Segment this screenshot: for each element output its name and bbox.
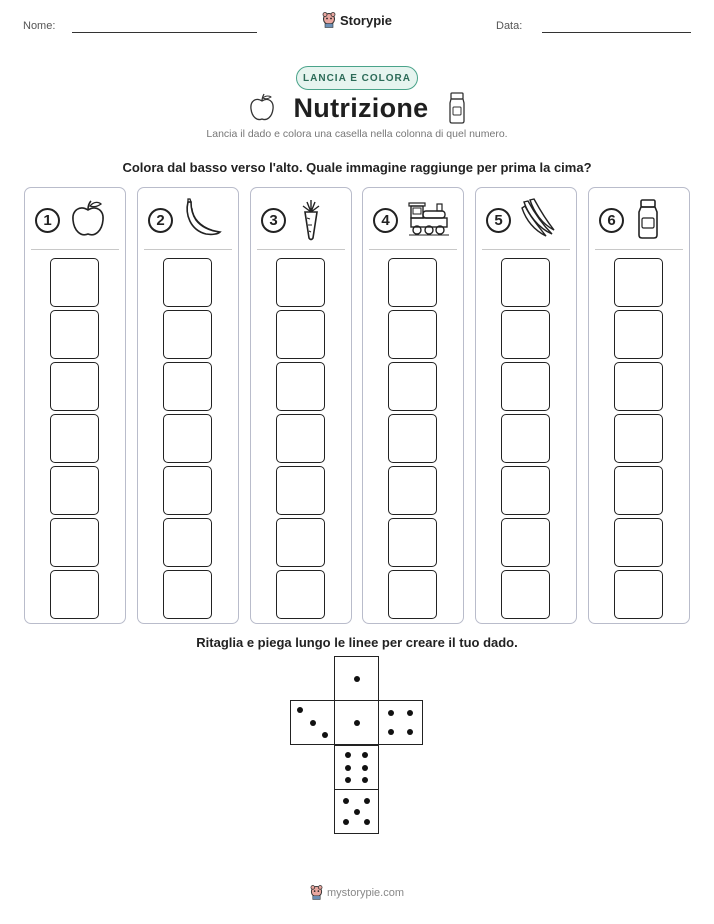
die-face-1 bbox=[334, 656, 379, 701]
column-number: 6 bbox=[599, 208, 624, 233]
column-header bbox=[25, 196, 125, 244]
footer-url: mystorypie.com bbox=[326, 886, 405, 899]
color-cell bbox=[50, 362, 99, 411]
column-6 bbox=[588, 187, 690, 624]
die-pip bbox=[362, 752, 368, 758]
color-cell bbox=[388, 362, 437, 411]
die-face-5 bbox=[334, 789, 379, 834]
date-label: Data: bbox=[496, 20, 523, 32]
color-cell bbox=[388, 414, 437, 463]
column-number: 5 bbox=[486, 208, 511, 233]
die-pip bbox=[354, 720, 360, 726]
die-pip bbox=[345, 765, 351, 771]
color-cell bbox=[614, 310, 663, 359]
die-pip bbox=[343, 819, 349, 825]
color-cell bbox=[501, 414, 550, 463]
column-number: 3 bbox=[261, 208, 286, 233]
die-face-3 bbox=[290, 700, 335, 745]
storypie-mascot-icon bbox=[322, 12, 336, 28]
green-beans-icon bbox=[520, 198, 556, 238]
column-1 bbox=[24, 187, 126, 624]
die-face-4 bbox=[378, 700, 423, 745]
column-header bbox=[251, 196, 351, 244]
color-cell bbox=[614, 258, 663, 307]
die-pip bbox=[343, 798, 349, 804]
jar-outline-icon bbox=[447, 92, 467, 124]
die-pip bbox=[354, 809, 360, 815]
die-pip bbox=[407, 710, 413, 716]
die-pip bbox=[364, 819, 370, 825]
color-cell bbox=[614, 570, 663, 619]
die-pip bbox=[345, 777, 351, 783]
die-pip bbox=[354, 676, 360, 682]
color-cell bbox=[501, 570, 550, 619]
carrot-icon bbox=[295, 198, 327, 242]
die-pip bbox=[388, 710, 394, 716]
color-cell bbox=[388, 310, 437, 359]
color-cell bbox=[50, 258, 99, 307]
column-number: 2 bbox=[148, 208, 173, 233]
column-header bbox=[589, 196, 689, 244]
color-cell bbox=[614, 362, 663, 411]
subtitle: Lancia il dado e colora una casella nella colonna di quel numero. bbox=[206, 128, 508, 140]
name-line bbox=[72, 32, 257, 33]
banana-icon bbox=[182, 198, 222, 240]
color-cell bbox=[163, 310, 212, 359]
instruction: Colora dal basso verso l'alto. Quale immagine raggiunge per prima la cima? bbox=[122, 160, 592, 175]
color-cell bbox=[501, 362, 550, 411]
color-cell bbox=[276, 362, 325, 411]
storypie-mascot-icon bbox=[310, 885, 323, 900]
color-cell bbox=[276, 310, 325, 359]
die-face-6 bbox=[334, 745, 379, 790]
color-cell bbox=[501, 258, 550, 307]
die-pip bbox=[362, 765, 368, 771]
color-cell bbox=[388, 466, 437, 515]
footer bbox=[0, 885, 714, 900]
column-header bbox=[363, 196, 463, 244]
color-cell bbox=[163, 518, 212, 567]
column-5 bbox=[475, 187, 577, 624]
column-header bbox=[476, 196, 576, 244]
color-cell bbox=[163, 258, 212, 307]
color-cell bbox=[50, 570, 99, 619]
color-cell bbox=[50, 310, 99, 359]
die-pip bbox=[407, 729, 413, 735]
color-cell bbox=[50, 414, 99, 463]
color-cell bbox=[50, 466, 99, 515]
color-cell bbox=[276, 518, 325, 567]
title-row bbox=[0, 90, 714, 126]
color-cell bbox=[163, 414, 212, 463]
color-cell bbox=[163, 570, 212, 619]
column-divider bbox=[257, 249, 345, 250]
die-pip bbox=[310, 720, 316, 726]
column-2 bbox=[137, 187, 239, 624]
color-cell bbox=[501, 466, 550, 515]
apple-icon bbox=[69, 198, 107, 240]
column-4 bbox=[362, 187, 464, 624]
color-cell bbox=[388, 258, 437, 307]
color-cell bbox=[614, 518, 663, 567]
apple-outline-icon bbox=[248, 93, 276, 123]
die-pip bbox=[322, 732, 328, 738]
die-pip bbox=[297, 707, 303, 713]
color-cell bbox=[276, 570, 325, 619]
column-divider bbox=[482, 249, 570, 250]
die-pip bbox=[362, 777, 368, 783]
jar-icon bbox=[633, 198, 663, 240]
color-cell bbox=[388, 518, 437, 567]
color-cell bbox=[163, 362, 212, 411]
color-cell bbox=[163, 466, 212, 515]
column-number: 1 bbox=[35, 208, 60, 233]
color-cell bbox=[501, 310, 550, 359]
name-label: Nome: bbox=[23, 20, 56, 32]
brand-logo bbox=[0, 12, 714, 28]
cut-instruction: Ritaglia e piega lungo le linee per creare il tuo dado. bbox=[196, 635, 518, 650]
color-cell bbox=[276, 414, 325, 463]
column-divider bbox=[369, 249, 457, 250]
date-line bbox=[542, 32, 691, 33]
color-cell bbox=[501, 518, 550, 567]
column-divider bbox=[144, 249, 232, 250]
column-number: 4 bbox=[373, 208, 398, 233]
column-header bbox=[138, 196, 238, 244]
color-cell bbox=[388, 570, 437, 619]
activity-badge: LANCIA E COLORA bbox=[296, 66, 418, 90]
column-divider bbox=[595, 249, 683, 250]
color-cell bbox=[614, 414, 663, 463]
die-pip bbox=[345, 752, 351, 758]
die-pip bbox=[388, 729, 394, 735]
column-divider bbox=[31, 249, 119, 250]
die-pip bbox=[364, 798, 370, 804]
color-cell bbox=[50, 518, 99, 567]
color-cell bbox=[276, 258, 325, 307]
train-icon bbox=[407, 198, 451, 238]
brand-name: Storypie bbox=[339, 12, 392, 28]
column-3 bbox=[250, 187, 352, 624]
color-cell bbox=[614, 466, 663, 515]
page-title: Nutrizione bbox=[293, 92, 429, 123]
color-cell bbox=[276, 466, 325, 515]
die-face-1 bbox=[334, 700, 379, 745]
